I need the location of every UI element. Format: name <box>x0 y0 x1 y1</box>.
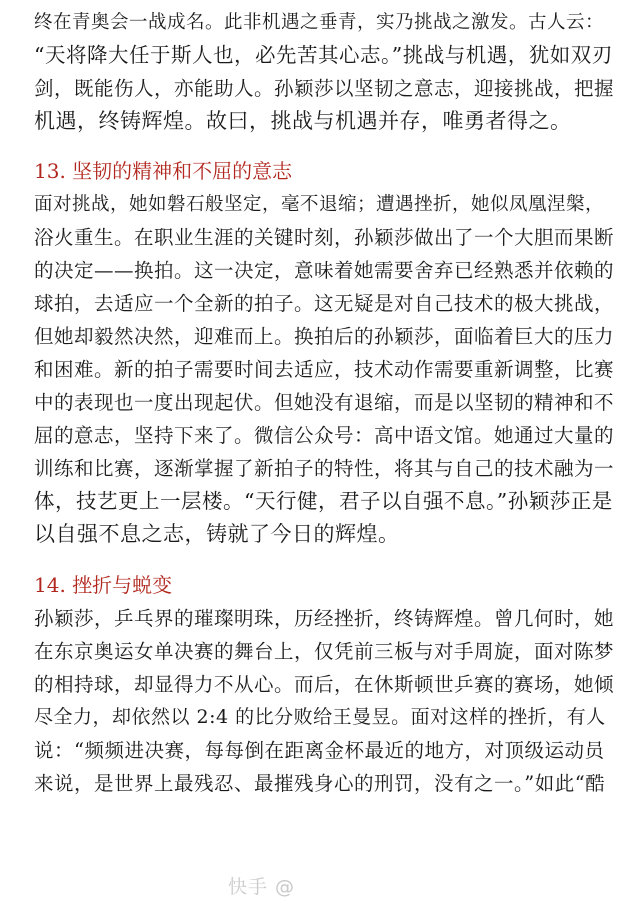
kuaishou-watermark: 快手 @ <box>228 876 296 898</box>
text-line: 在东京奥运女单决赛的舞台上，仅凭前三板与对手周旋，面对陈梦 <box>34 640 615 663</box>
text-line: 面对挑战，她如磐石般坚定，毫不退缩；遭遇挫折，她似凤凰涅槃， <box>34 194 605 215</box>
section-13-paragraph <box>34 188 614 551</box>
section-13-heading: 13. 坚韧的精神和不屈的意志 <box>34 159 293 183</box>
text-line: 训练和比赛，逐渐掌握了新拍子的特性，将其与自己的技术融为一 <box>34 457 615 480</box>
text-line: 浴火重生。在职业生涯的关键时刻，孙颖莎做出了一个大胆而果断 <box>34 226 615 249</box>
text-line: 孙颖莎，乒乓界的璀璨明珠，历经挫折，终铸辉煌。曾几何时，她 <box>34 607 615 630</box>
text-line: 中的表现也一度出现起伏。但她没有退缩，而是以坚韧的精神和不 <box>34 391 615 414</box>
text-line: 剑，既能伤人，亦能助人。孙颖莎以坚韧之意志，迎接挑战，把握 <box>34 77 615 100</box>
text-line: 球拍，去适应一个全新的拍子。这无疑是对自己技术的极大挑战， <box>34 292 615 315</box>
text-line: 机遇，终铸辉煌。故曰，挑战与机遇并存，唯勇者得之。 <box>34 109 572 133</box>
text-line: “天将降大任于斯人也，必先苦其心志。”挑战与机遇，犹如双刃 <box>34 43 613 67</box>
text-line: 说：“频频进决赛，每每倒在距离金杯最近的地方，对顶级运动员 <box>34 739 605 762</box>
text-line: 但她却毅然决然，迎难而上。换拍后的孙颖莎，面临着巨大的压力 <box>34 325 615 348</box>
text-line: 屈的意志，坚持下来了。微信公众号：高中语文馆。她通过大量的 <box>34 424 615 447</box>
text-line: 的相持球，却显得力不从心。而后，在休斯顿世乒赛的赛场，她倾 <box>34 673 615 696</box>
text-line: 来说，是世界上最残忍、最摧残身心的刑罚，没有之一。”如此“酷 <box>34 772 606 795</box>
text-line: 终在青奥会一战成名。此非机遇之垂青，实乃挑战之激发。古人云： <box>34 12 605 33</box>
text-line: 尽全力，却依然以 2:4 的比分败给王曼昱。面对这样的挫折，有人 <box>34 706 606 728</box>
text-line: 的决定——换拍。这一决定，意味着她需要舍弃已经熟悉并依赖的 <box>34 259 615 282</box>
section-14-paragraph <box>34 602 614 800</box>
text-line: 和困难。新的拍子需要时间去适应，技术动作需要重新调整，比赛 <box>34 358 615 381</box>
text-line: 体，技艺更上一层楼。“天行健，君子以自强不息。”孙颖莎正是 <box>34 489 613 513</box>
text-line: 以自强不息之志，铸就了今日的辉煌。 <box>34 522 400 546</box>
section-14-heading: 14. 挫折与蜕变 <box>34 573 173 597</box>
section-12-tail-paragraph <box>34 6 614 138</box>
